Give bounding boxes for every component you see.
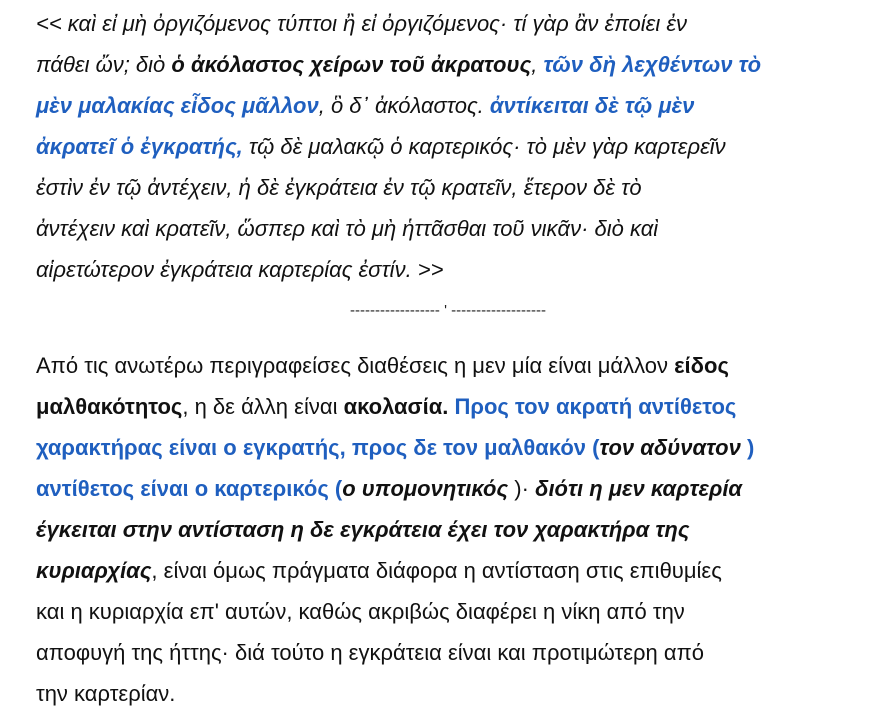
text-run: αἱρετώτερον ἐγκράτεια καρτερίας ἐστίν. >> [36, 257, 444, 282]
paragraph-line [36, 632, 876, 673]
text-run: είδος [674, 353, 729, 378]
paragraph-line [36, 345, 876, 386]
text-run: μὲν μαλακίας εἶδος μᾶλλον [36, 93, 319, 118]
text-run: κυριαρχίας [36, 558, 152, 583]
quote-line [36, 249, 876, 290]
quote-line [36, 126, 876, 167]
section-separator: ------------------ ' ------------------- [349, 302, 547, 319]
modern-greek-paragraph [36, 345, 876, 714]
text-run: ο υπομονητικός [342, 476, 509, 501]
quote-line [36, 167, 876, 208]
text-run: ἀντίκειται δὲ τῷ μὲν [489, 93, 695, 118]
paragraph-line [36, 468, 876, 509]
text-run: , [531, 52, 544, 77]
text-run: την καρτερίαν. [36, 681, 176, 706]
text-run: μαλθακότητος [36, 394, 183, 419]
paragraph-line [36, 509, 876, 550]
text-run: ὁ ἀκόλαστος χείρων τοῦ ἀκρατους [171, 52, 532, 77]
quote-line [36, 3, 876, 44]
paragraph-line [36, 386, 876, 427]
text-run: αποφυγή της ήττης· διά τούτο η εγκράτεια είναι και προτιμώτερη από [36, 640, 705, 665]
text-run: ἀκρατεῖ ὁ ἐγκρατής, [36, 134, 243, 159]
quote-line [36, 44, 876, 85]
text-run: ακολασία. [343, 394, 449, 419]
text-run: Από τις ανωτέρω περιγραφείσες διαθέσεις η μεν μία είναι μάλλον [36, 353, 675, 378]
text-run: , ὃ δ᾽ ἀκόλαστος. [318, 93, 490, 118]
text-run: Προς τον ακρατή αντίθετος [454, 394, 737, 419]
text-run: έγκειται στην αντίσταση η δε εγκράτεια έχει τον χαρακτήρα της [36, 517, 690, 542]
quote-line [36, 208, 876, 249]
greek-quote-block [36, 3, 876, 290]
text-run: , είναι όμως πράγματα διάφορα η αντίσταση στις επιθυμίες [151, 558, 722, 583]
text-run: ἀντέχειν καὶ κρατεῖν, ὥσπερ καὶ τὸ μὴ ἡττᾶσθαι τοῦ νικᾶν· διὸ καὶ [36, 216, 659, 241]
text-run: , η δε άλλη είναι [182, 394, 344, 419]
quote-line [36, 85, 876, 126]
text-run: τον αδύνατον [599, 435, 741, 460]
text-run: αντίθετος είναι ο καρτερικός ( [36, 476, 343, 501]
text-run: και η κυριαρχία επ' αυτών, καθώς ακριβώς διαφέρει η νίκη από την [36, 599, 685, 624]
text-run: πάθει ὤν; διὸ [36, 52, 172, 77]
text-run: τῶν δὴ λεχθέντων τὸ [543, 52, 762, 77]
text-run: ) [740, 435, 755, 460]
paragraph-line [36, 427, 876, 468]
text-run: << καὶ εἰ μὴ ὀργιζόμενος τύπτοι ἢ εἰ ὀργιζόμενος· τί γὰρ ἂν ἐποίει ἐν [36, 11, 688, 36]
text-run: ἐστὶν ἐν τῷ ἀντέχειν, ἡ δὲ ἐγκράτεια ἐν τῷ κρατεῖν, ἕτερον δὲ τὸ [36, 175, 642, 200]
text-run: )· [508, 476, 536, 501]
text-run: διότι η μεν καρτερία [535, 476, 743, 501]
text-run: τῷ δὲ μαλακῷ ὁ καρτερικός· τὸ μὲν γὰρ καρτερεῖν [242, 134, 726, 159]
text-run: χαρακτήρας είναι ο εγκρατής, προς δε τον μαλθακόν ( [36, 435, 600, 460]
paragraph-line [36, 550, 876, 591]
paragraph-line [36, 673, 876, 714]
paragraph-line [36, 591, 876, 632]
